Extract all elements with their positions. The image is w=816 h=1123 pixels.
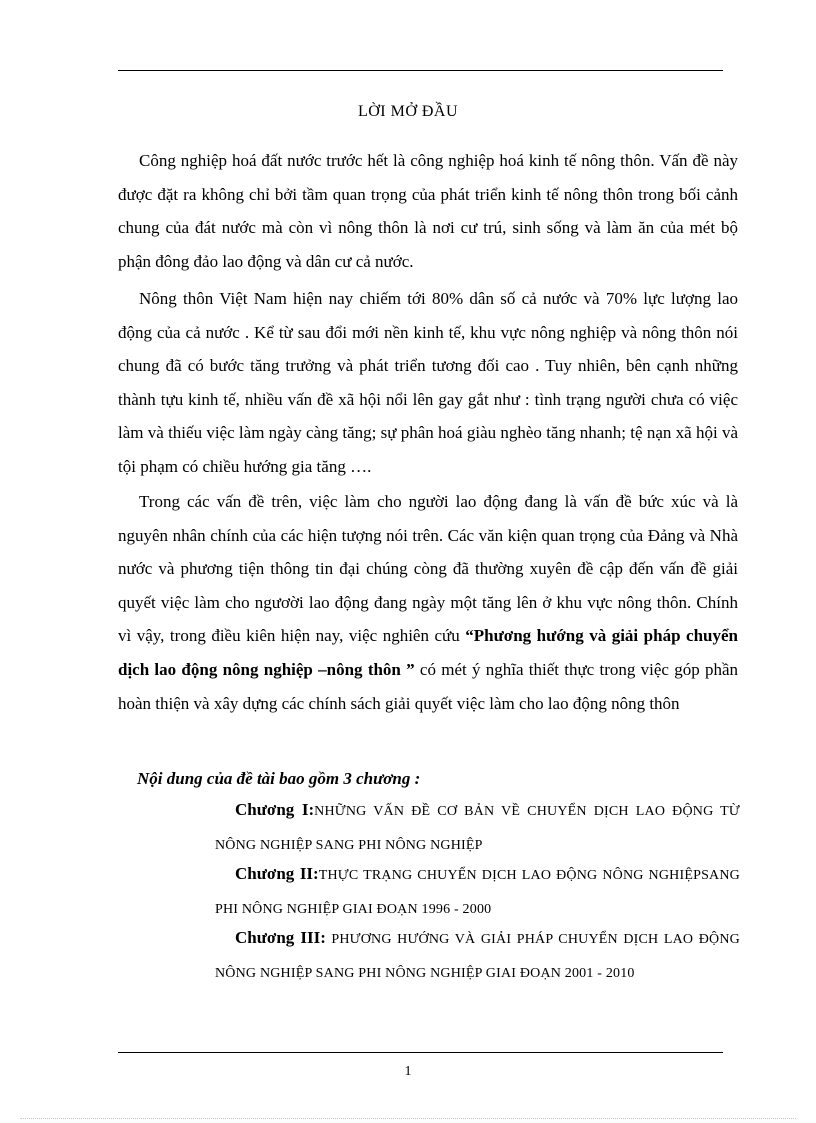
footer-rule xyxy=(118,1052,723,1053)
contents-intro: Nội dung của đề tài bao gồm 3 chương : xyxy=(137,769,421,788)
chapter-title: NHỮNG VẤN ĐỀ CƠ BẢN VỀ CHUYỂN DỊCH LAO ĐỘNG TỪ NÔNG NGHIỆP SANG PHI NÔNG NGHIỆP xyxy=(215,804,740,853)
chapter-title: THỰC TRẠNG CHUYỂN DỊCH LAO ĐỘNG NÔNG NGHIỆPSANG PHI NÔNG NGHIỆP GIAI ĐOẠN 1996 - 2000 xyxy=(215,868,740,917)
page-number: 1 xyxy=(404,1064,412,1079)
chapter-item xyxy=(215,922,740,990)
paragraph-2: Nông thôn Việt Nam hiện nay chiếm tới 80% dân số cả nước và 70% lực lượng lao động của cả nước . Kể từ sau đổi mới nền kinh tế, khu vực nông nghiệp và nông thôn nói chung đã có bước tăng trưởng và phát triển tương đối cao . Tuy nhiên, bên cạnh những thành tựu kinh tế, nhiều vấn đề xã hội nổi lên gay gắt như : tình trạng người chưa có việc làm và thiếu việc làm ngày càng tăng; sự phân hoá giàu nghèo tăng nhanh; tệ nạn xã hội và tội phạm có chiều hướng gia tăng …. xyxy=(118,289,738,476)
page-title: LỜI MỞ ĐẦU xyxy=(357,103,459,120)
paragraph-3-text-after: có mét ý nghĩa thiết thực trong việc góp phần hoàn thiện và xây dựng các chính sách giải quyết việc làm cho lao động nông thôn xyxy=(118,659,738,713)
paragraph-1: Công nghiệp hoá đất nước trước hết là công nghiệp hoá kinh tế nông thôn. Vấn đề này được đặt ra không chỉ bởi tầm quan trọng của phát triển kinh tế nông thôn trong bối cảnh chung của đát nước mà còn vì nông thôn là nơi cư trú, sinh sống và làm ăn của mét bộ phận đông đảo lao động và dân cư cả nước. xyxy=(118,151,738,271)
page-edge-divider xyxy=(20,1118,796,1119)
thesis-title: “Phương hướng và giải pháp chuyển dịch lao động nông nghiệp –nông thôn ” xyxy=(118,626,738,679)
header-rule xyxy=(118,70,723,71)
chapter-item xyxy=(215,794,740,862)
chapter-label: Chương III: xyxy=(235,928,326,947)
chapter-item xyxy=(215,858,740,926)
chapter-title: PHƯƠNG HƯỚNG VÀ GIẢI PHÁP CHUYỂN DỊCH LAO ĐỘNG NÔNG NGHIỆP SANG PHI NÔNG NGHIỆP GIAI ĐOẠN 2001 - 2010 xyxy=(215,932,740,981)
paragraph-3 xyxy=(118,485,738,720)
chapter-label: Chương II: xyxy=(235,864,319,883)
paragraph-3-text-before: Trong các vấn đề trên, việc làm cho người lao động đang là vấn đề bức xúc và là nguyên nhân chính của các hiện tượng nói trên. Các văn kiện quan trọng của Đảng và Nhà nước và phương tiện thông tin đại chúng còng đã thường xuyên đề cập đến vấn đề giải quyết việc làm cho ngươời lao động đang ngày một tăng lên ở khu vực nông thôn. Chính vì vậy, trong điều kiên hiện nay, việc nghiên cứu xyxy=(118,492,738,646)
chapter-label: Chương I: xyxy=(235,800,315,819)
